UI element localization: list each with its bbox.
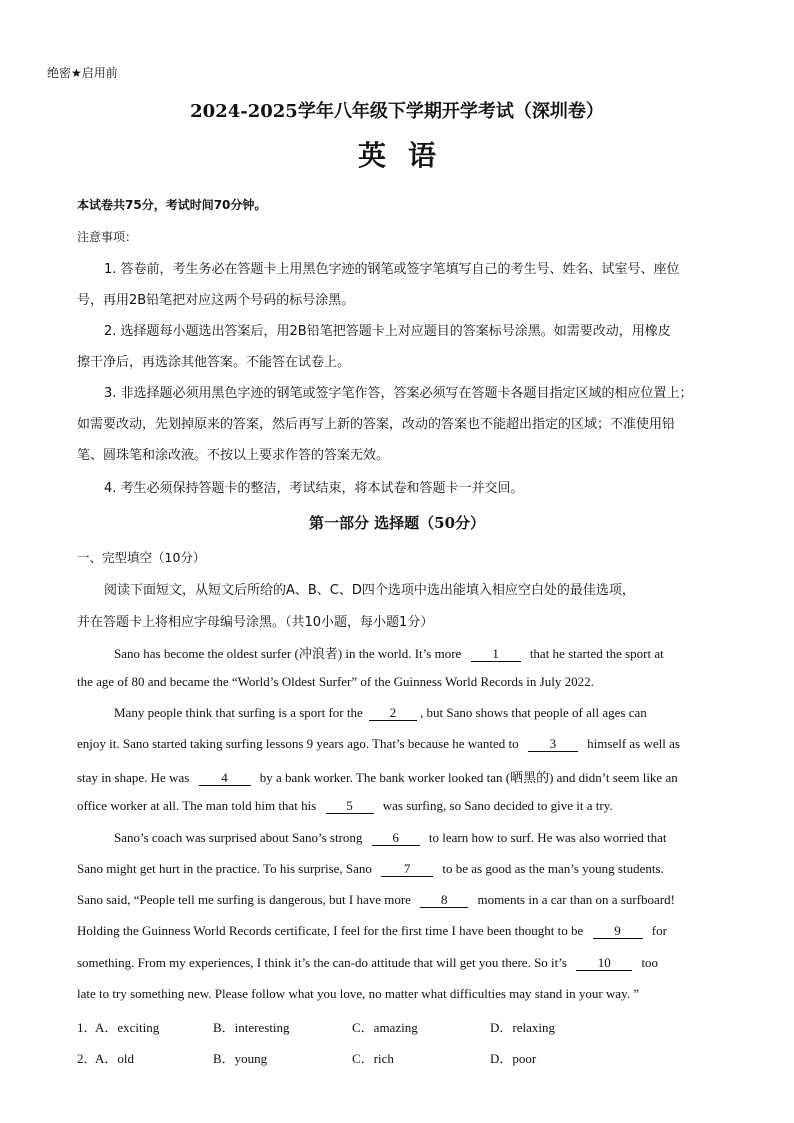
question-number: 1． — [77, 1020, 97, 1035]
passage-line: something. From my experiences, I think it’s the can-do attitude that will get you there. So it’s 10 too — [77, 955, 659, 970]
note-2-line-1: 2. 选择题每小题选出答案后，用2B铅笔把答题卡上对应题目的答案标号涂黑。如需要改动，用橡皮 — [104, 324, 671, 339]
option-c[interactable]: C．rich — [352, 1051, 394, 1066]
option-b[interactable]: B．interesting — [213, 1020, 290, 1035]
option-d[interactable]: D．poor — [490, 1051, 537, 1066]
exam-title: 2024-2025学年八年级下学期开学考试（深圳卷） — [190, 101, 604, 122]
option-d[interactable]: D．relaxing — [490, 1020, 555, 1035]
cloze-subtitle: 一、完型填空（10分） — [77, 550, 206, 565]
option-c[interactable]: C．amazing — [352, 1020, 418, 1035]
passage-line: Sano has become the oldest surfer (冲浪者) in the world. It’s more 1 that he started the sport at — [114, 646, 664, 661]
notes-heading: 注意事项： — [77, 230, 138, 244]
passage-line: stay in shape. He was 4 by a bank worker. The bank worker looked tan (晒黑的) and didn’t seem like an — [77, 770, 678, 785]
passage-line: Holding the Guinness World Records certificate, I feel for the first time I have been thought to be 9 for — [77, 923, 667, 938]
blank-10: 10 — [576, 956, 632, 971]
blank-6: 6 — [372, 831, 420, 846]
instruction-line-1: 阅读下面短文，从短文后所给的A、B、C、D四个选项中选出能填入相应空白处的最佳选项， — [104, 583, 635, 598]
option-a[interactable]: A．old — [95, 1051, 135, 1066]
note-4-line-1: 4. 考生必须保持答题卡的整洁，考试结束，将本试卷和答题卡一并交回。 — [104, 481, 524, 496]
blank-1: 1 — [471, 647, 521, 662]
passage-line: enjoy it. Sano started taking surfing lessons 9 years ago. That’s because he wanted to 3 himself as well as — [77, 736, 680, 751]
note-1-line-1: 1. 答卷前，考生务必在答题卡上用黑色字迹的钢笔或签字笔填写自己的考生号、姓名、试室号、座位 — [104, 262, 680, 277]
question-number: 2． — [77, 1051, 97, 1066]
note-3-line-2: 如需要改动，先划掉原来的答案，然后再写上新的答案，改动的答案也不能超出指定的区域；不准使用铅 — [77, 417, 676, 432]
blank-5: 5 — [326, 799, 374, 814]
subject-title: 英语 — [357, 139, 458, 172]
note-3-line-3: 笔、圆珠笔和涂改液。不按以上要求作答的答案无效。 — [77, 448, 390, 463]
exam-info: 本试卷共75分，考试时间70分钟。 — [77, 198, 267, 212]
passage-line: office worker at all. The man told him that his 5 was surfing, so Sano decided to give it a try. — [77, 798, 613, 813]
note-2-line-2: 擦干净后，再选涂其他答案。不能答在试卷上。 — [77, 355, 351, 370]
passage-line: Sano might get hurt in the practice. To his surprise, Sano 7 to be as good as the man’s young students. — [77, 861, 664, 876]
passage-line: Sano’s coach was surprised about Sano’s strong 6 to learn how to surf. He was also worried that — [114, 830, 667, 845]
part-1-title: 第一部分 选择题（50分） — [308, 514, 486, 532]
blank-7: 7 — [381, 862, 433, 877]
passage-line: Many people think that surfing is a sport for the 2 , but Sano shows that people of all ages can — [114, 705, 647, 720]
instruction-line-2: 并在答题卡上将相应字母编号涂黑。（共10小题，每小题1分） — [77, 615, 434, 630]
option-b[interactable]: B．young — [213, 1051, 268, 1066]
blank-8: 8 — [420, 893, 468, 908]
blank-9: 9 — [593, 924, 643, 939]
confidential-label: 绝密★启用前 — [47, 66, 118, 80]
passage-line: Sano said, “People tell me surfing is dangerous, but I have more 8 moments in a car than on a surfboard! — [77, 892, 675, 907]
blank-3: 3 — [528, 737, 578, 752]
passage-line: the age of 80 and became the “World’s Oldest Surfer” of the Guinness World Records in July 2022. — [77, 674, 594, 689]
note-1-line-2: 号，再用2B铅笔把对应这两个号码的标号涂黑。 — [77, 293, 355, 308]
option-a[interactable]: A．exciting — [95, 1020, 160, 1035]
note-3-line-1: 3. 非选择题必须用黑色字迹的钢笔或签字笔作答，答案必须写在答题卡各题目指定区域的相应位置上； — [104, 386, 693, 401]
blank-2: 2 — [369, 706, 417, 721]
blank-4: 4 — [199, 771, 251, 786]
passage-line: late to try something new. Please follow what you love, no matter what difficulties may stand in your way. ” — [77, 986, 640, 1001]
